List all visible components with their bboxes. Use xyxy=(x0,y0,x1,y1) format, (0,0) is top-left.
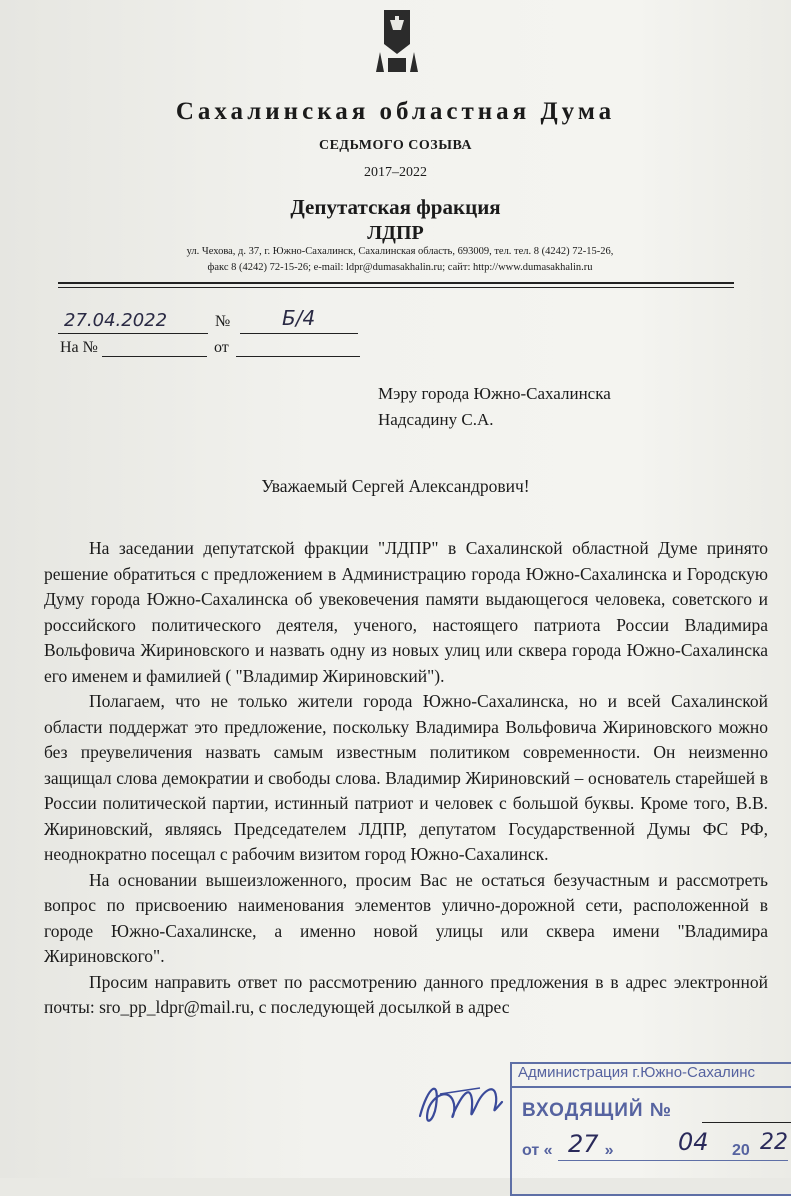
header-divider xyxy=(58,282,734,284)
faction-name: ЛДПР xyxy=(367,222,424,244)
faction-title: Депутатская фракция xyxy=(290,195,501,219)
body-paragraph: На заседании депутатской фракции "ЛДПР" в Сахалинской областной Думе принято решение обратиться с предложением в Администрацию города Южно-Сахалинска и Городскую Думу города Южно-Сахалинска об увековечения памяти выдающегося человека, советского и российского политического деятеля, ученого, настоящего патриота России Владимира Вольфовича Жириновского и назвать одну из новых улиц или сквера города Южно-Сахалинска его именем и фамилией ( "Владимир Жириновский"). xyxy=(44,538,768,686)
number-underline xyxy=(240,333,358,334)
reply-to-label: На № xyxy=(60,339,98,356)
body-paragraph: Просим направить ответ по рассмотрению данного предложения в в адрес электронной почты: sro_pp_ldpr@mail.ru, с последующей досылкой в адрес xyxy=(44,971,768,1017)
stamp-month: 04 xyxy=(678,1128,709,1156)
contact-line: факс 8 (4242) 72-15-26; e-mail: ldpr@dumasakhalin.ru; сайт: http://www.dumasakhalin.ru xyxy=(207,262,593,273)
address-line: ул. Чехова, д. 37, г. Южно-Сахалинск, Сахалинская область, 693009, тел. тел. 8 (4242) 72-15-26, xyxy=(186,246,614,257)
duma-title: Сахалинская областная Дума xyxy=(175,98,616,125)
stamp-divider xyxy=(512,1086,791,1088)
body-paragraph: Полагаем, что не только жители города Южно-Сахалинска, но и всей Сахалинской области поддержат это предложение, поскольку Владимира Вольфовича Жириновского можно без преувеличения назвать самым известным политиком современности. Он неизменно защищал слова демократии и свободы слова. Владимир Жириновский – основатель старейшей в России политической партии, истинный патриот и человек с большой буквы. Кроме того, В.В. Жириновский, являясь Председателем ЛДПР, депутатом Государственной Думы ФС РФ, неоднократно посещал с рабочим визитом город Южно-Сахалинск. xyxy=(44,691,768,864)
number-label: № xyxy=(215,313,231,330)
stamp-number-underline xyxy=(702,1122,791,1123)
stamp-year: 22 xyxy=(760,1130,788,1155)
convocation-label: СЕДЬМОГО СОЗЫВА xyxy=(318,138,473,153)
stamp-year-prefix: 20 xyxy=(732,1142,750,1159)
incoming-stamp xyxy=(510,1062,791,1196)
outgoing-date: 27.04.2022 xyxy=(64,310,168,331)
stamp-date-open: от « xyxy=(522,1142,553,1159)
reply-to-underline xyxy=(102,356,207,357)
stamp-date-close: » xyxy=(604,1142,614,1159)
stamp-day: 27 xyxy=(568,1130,599,1158)
from-underline xyxy=(236,356,360,357)
stamp-organization: Администрация г.Южно-Сахалинс xyxy=(518,1064,755,1081)
recipient-name: Надсадину С.А. xyxy=(378,410,494,429)
signature-icon xyxy=(410,1066,520,1136)
from-label: от xyxy=(214,339,229,356)
outgoing-number: Б/4 xyxy=(282,306,316,330)
salutation: Уважаемый Сергей Александрович! xyxy=(261,476,530,496)
stamp-incoming-label: ВХОДЯЩИЙ № xyxy=(522,1100,673,1121)
years-label: 2017–2022 xyxy=(364,165,427,180)
recipient-position: Мэру города Южно-Сахалинска xyxy=(378,384,611,403)
date-underline xyxy=(58,333,208,334)
header-divider-thin xyxy=(58,287,734,288)
stamp-date-underline xyxy=(558,1160,788,1161)
coat-of-arms-icon xyxy=(370,6,424,74)
letter-body xyxy=(44,536,768,1021)
body-paragraph: На основании вышеизложенного, просим Вас не остаться безучастным и рассмотреть вопрос по присвоению наименования элементов улично-дорожной сети, расположенной в городе Южно-Сахалинске, а именно новой улицы или сквера имени "Владимира Жириновского". xyxy=(44,869,768,966)
